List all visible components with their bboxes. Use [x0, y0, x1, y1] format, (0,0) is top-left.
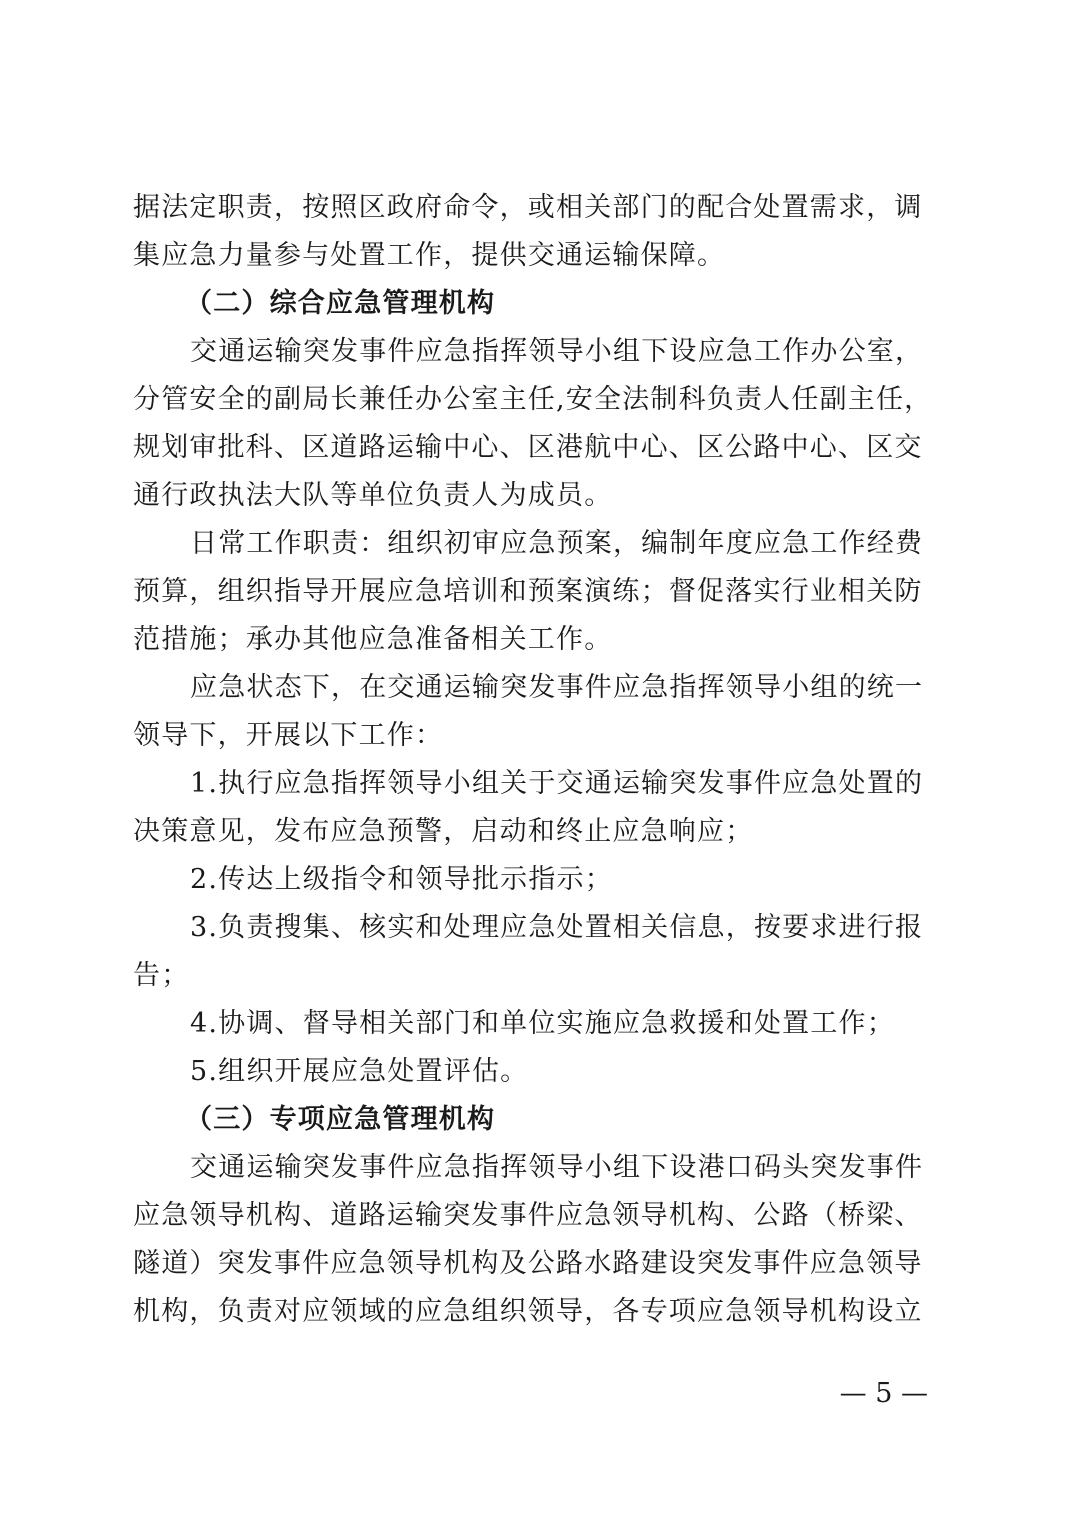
list-item-continuation: 告； [133, 960, 190, 991]
paragraph-line: 交通运输突发事件应急指挥领导小组下设港口码头突发事件 [190, 1152, 924, 1183]
list-item-continuation: 决策意见，发布应急预警，启动和终止应急响应； [133, 816, 754, 847]
paragraph-line: 分管安全的副局长兼任办公室主任,安全法制科负责人任副主任， [133, 384, 933, 415]
paragraph-line: 预算，组织指导开展应急培训和预案演练；督促落实行业相关防 [133, 576, 923, 607]
section-heading-2: （二）综合应急管理机构 [185, 288, 496, 319]
paragraph-line: 据法定职责，按照区政府命令，或相关部门的配合处置需求，调 [133, 192, 923, 223]
paragraph-line: 日常工作职责：组织初审应急预案，编制年度应急工作经费 [190, 528, 924, 559]
paragraph-line: 领导下，开展以下工作： [133, 720, 444, 751]
body-text [133, 184, 933, 1336]
list-item: 2.传达上级指令和领导批示指示； [190, 864, 613, 895]
section-heading-3: （三）专项应急管理机构 [185, 1104, 496, 1135]
paragraph-line: 规划审批科、区道路运输中心、区港航中心、区公路中心、区交 [133, 432, 923, 463]
page-number: — 5 — [839, 1378, 928, 1409]
list-item: 3.负责搜集、核实和处理应急处置相关信息，按要求进行报 [190, 912, 924, 943]
paragraph-line: 交通运输突发事件应急指挥领导小组下设应急工作办公室， [190, 336, 924, 367]
paragraph-line: 范措施；承办其他应急准备相关工作。 [133, 624, 613, 655]
paragraph-line: 通行政执法大队等单位负责人为成员。 [133, 480, 613, 511]
paragraph-line: 集应急力量参与处置工作，提供交通运输保障。 [133, 240, 726, 271]
paragraph-line: 应急领导机构、道路运输突发事件应急领导机构、公路（桥梁、 [133, 1200, 923, 1231]
paragraph-line: 隧道）突发事件应急领导机构及公路水路建设突发事件应急领导 [133, 1248, 923, 1279]
paragraph-line: 机构，负责对应领域的应急组织领导，各专项应急领导机构设立 [133, 1296, 923, 1327]
list-item: 5.组织开展应急处置评估。 [190, 1056, 529, 1087]
list-item: 4.协调、督导相关部门和单位实施应急救援和处置工作； [190, 1008, 895, 1039]
list-item: 1.执行应急指挥领导小组关于交通运输突发事件应急处置的 [190, 768, 924, 799]
paragraph-line: 应急状态下，在交通运输突发事件应急指挥领导小组的统一 [190, 672, 924, 703]
